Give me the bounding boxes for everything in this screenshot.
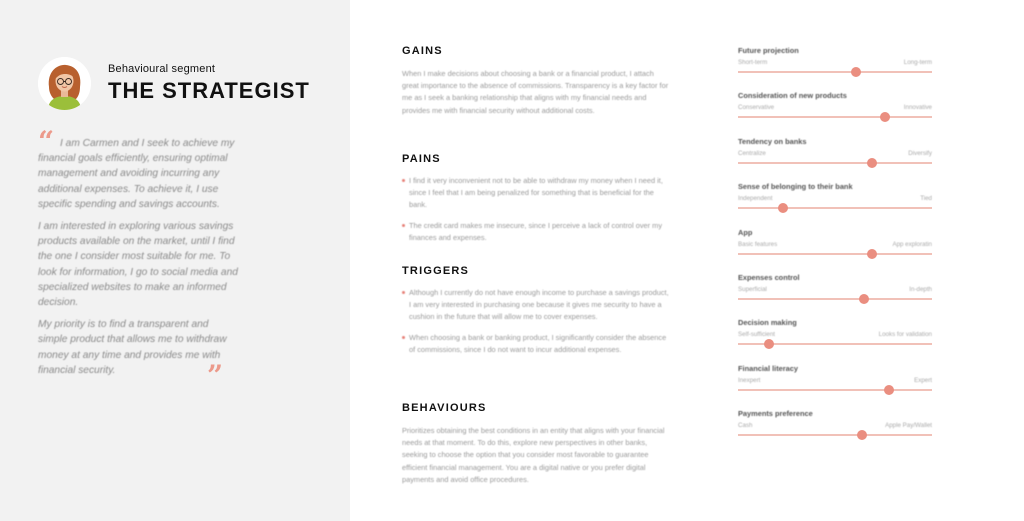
slider-scale-labels: [738, 195, 932, 202]
slider-track: [738, 71, 932, 73]
slider-track: [738, 162, 932, 164]
trait-slider: [738, 91, 932, 136]
list-item-text: I find it very inconvenient not to be able to withdraw my money when I need it, since I feel that I am being penalized for something that is beneficial for the bank.: [409, 176, 663, 210]
slider-right-label: Looks for validation: [878, 331, 932, 339]
trait-slider: [738, 182, 932, 227]
gains-section: [402, 45, 670, 117]
slider-scale-labels: [738, 331, 932, 338]
slider-title: Tendency on banks: [738, 136, 807, 146]
slider-thumb: [880, 112, 890, 122]
persona-quote: [38, 136, 238, 385]
slider-title: Decision making: [738, 318, 797, 328]
pains-list: [402, 175, 670, 244]
slider-track: [738, 298, 932, 300]
trait-slider: [738, 228, 932, 273]
trait-slider: [738, 46, 932, 91]
list-item-text: The credit card makes me insecure, since I perceive a lack of control over my finances and expenses.: [409, 220, 663, 242]
slider-right-label: In-depth: [909, 285, 932, 293]
slider-title: Sense of belonging to their bank: [738, 182, 853, 192]
trait-slider: [738, 137, 932, 182]
trait-slider: [738, 273, 932, 318]
slider-left-label: Basic features: [738, 240, 778, 248]
slider-scale-labels: [738, 377, 932, 384]
trait-sliders: [738, 46, 932, 455]
slider-left-label: Centralize: [738, 149, 766, 157]
persona-header: [38, 57, 310, 110]
slider-thumb: [857, 430, 867, 440]
avatar: [38, 57, 91, 110]
section-body: Prioritizes obtaining the best conditions in an entity that aligns with your financial needs at that moment. To do this, explore new perspectives in other banks, seeking to choose the option that you consider most favorable to guarantee efficient financial management. You are a digital native or you prefer digital payments and avoid office procedures.: [402, 426, 665, 484]
slider-thumb: [867, 249, 877, 259]
woman-avatar-icon: [38, 57, 91, 110]
section-body: When I make decisions about choosing a bank or a financial product, I attach great importance to the absence of commissions. Transparency is a key factor for me as I seek a banking relationship that aligns with my financial needs and provides me with financial security without additional costs.: [402, 69, 669, 115]
slider-right-label: Innovative: [903, 104, 932, 112]
list-item: [402, 287, 670, 324]
slider-track: [738, 389, 932, 391]
slider-title: App: [738, 227, 753, 237]
bullet-icon: [402, 179, 405, 182]
slider-track: [738, 253, 932, 255]
triggers-list: [402, 287, 670, 356]
list-item: [402, 220, 670, 244]
trait-slider: [738, 409, 932, 454]
slider-track: [738, 116, 932, 118]
list-item-text: Although I currently do not have enough income to purchase a savings product, I am very interested in purchasing one because it gives me security to have a cushion in the future that will allow me to cover expenses.: [409, 288, 669, 322]
behaviours-section: [402, 402, 670, 486]
bullet-icon: [402, 224, 405, 227]
slider-title: Financial literacy: [738, 363, 798, 373]
persona-titles: [108, 63, 310, 104]
section-title: BEHAVIOURS: [402, 402, 487, 414]
slider-scale-labels: [738, 150, 932, 157]
slider-track: [738, 434, 932, 436]
slider-left-label: Independent: [738, 195, 773, 203]
slider-right-label: Apple Pay/Wallet: [885, 422, 932, 430]
slider-left-label: Inexpert: [738, 376, 761, 384]
slider-scale-labels: [738, 422, 932, 429]
quote-paragraph: [38, 136, 238, 212]
list-item: [402, 332, 670, 356]
slider-title: Future projection: [738, 46, 799, 55]
slider-thumb: [778, 203, 788, 213]
pains-section: [402, 153, 670, 252]
quote-close-icon: ”: [207, 359, 224, 392]
triggers-section: [402, 265, 670, 364]
slider-thumb: [884, 385, 894, 395]
slider-thumb: [867, 158, 877, 168]
slider-thumb: [859, 294, 869, 304]
slider-scale-labels: [738, 286, 932, 293]
section-title: TRIGGERS: [402, 265, 470, 277]
bullet-icon: [402, 291, 405, 294]
quote-open-icon: “: [38, 125, 55, 158]
persona-panel: [0, 0, 350, 521]
slider-left-label: Superficial: [738, 285, 767, 293]
bullet-icon: [402, 336, 405, 339]
slider-thumb: [764, 339, 774, 349]
section-title: GAINS: [402, 45, 443, 57]
slider-track: [738, 343, 932, 345]
slider-scale-labels: [738, 241, 932, 248]
slider-right-label: Long-term: [903, 59, 932, 66]
slider-title: Expenses control: [738, 272, 800, 282]
slider-scale-labels: [738, 104, 932, 111]
slider-right-label: Expert: [914, 376, 932, 384]
slider-scale-labels: [738, 59, 932, 66]
quote-paragraph-text: I am Carmen and I seek to achieve my financial goals efficiently, ensuring optimal management and avoiding incurring any additional expenses. To achieve it, I use specific spending and savings accounts.: [38, 138, 235, 210]
list-item: [402, 175, 670, 212]
slider-title: Consideration of new products: [738, 91, 847, 101]
quote-paragraph: My priority is to find a transparent and simple product that allows me to withdraw money at any time and provides me with financial security.: [38, 319, 227, 376]
slider-right-label: App exploratin: [892, 240, 932, 248]
segment-label: Behavioural segment: [108, 63, 216, 75]
slider-track: [738, 207, 932, 209]
slider-left-label: Cash: [738, 422, 753, 430]
quote-paragraph: I am interested in exploring various savings products available on the market, until I find the one I consider most suitable for me. To look for information, I go to social media and specialized websites to make an informed decision.: [38, 221, 238, 309]
slider-left-label: Conservative: [738, 104, 775, 112]
trait-slider: [738, 318, 932, 363]
trait-slider: [738, 364, 932, 409]
slider-left-label: Self-sufficient: [738, 331, 776, 339]
slider-title: Payments preference: [738, 409, 813, 419]
persona-name: THE STRATEGIST: [108, 78, 310, 103]
slider-right-label: Tied: [920, 195, 932, 203]
section-title: PAINS: [402, 153, 441, 165]
slider-thumb: [851, 67, 861, 77]
list-item-text: When choosing a bank or banking product, I significantly consider the absence of commissions, since I do not want to incur additional expenses.: [409, 332, 667, 354]
slider-left-label: Short-term: [738, 59, 768, 66]
slider-right-label: Diversify: [908, 149, 932, 157]
